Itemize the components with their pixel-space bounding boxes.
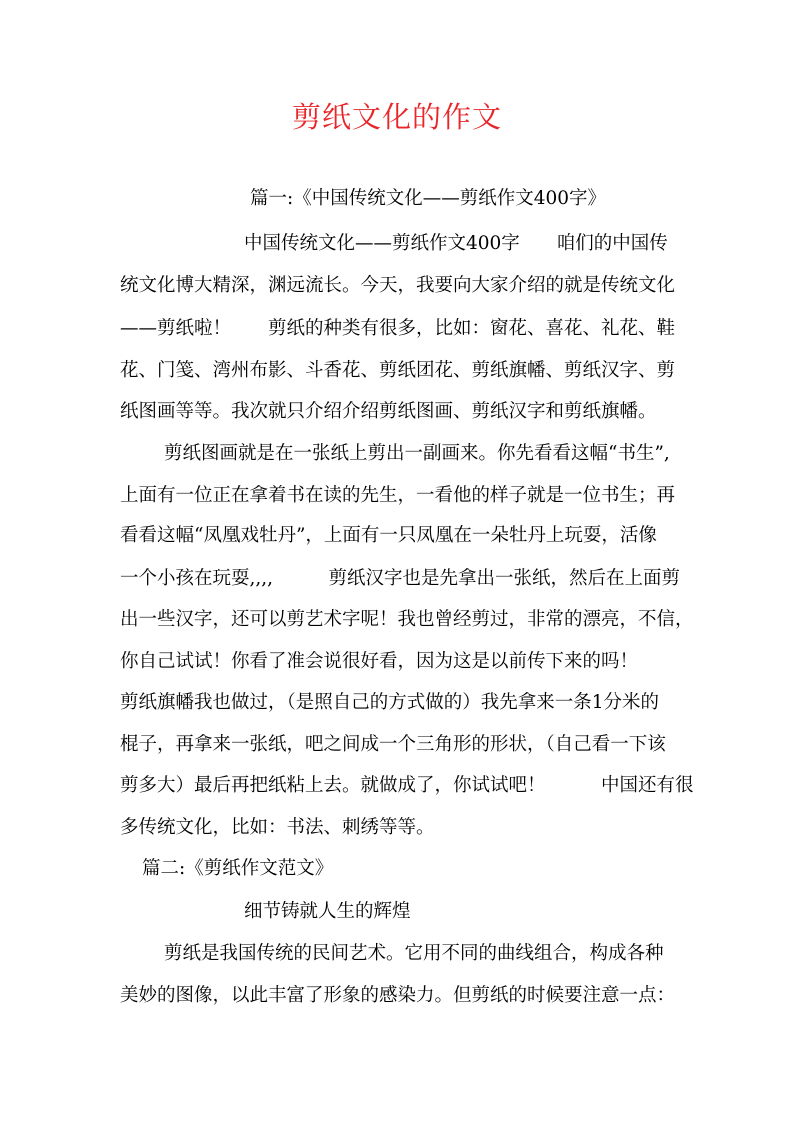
section2-subtitle: 细节铸就人生的辉煌 [244, 901, 411, 922]
paragraph-line: 多传统文化，比如：书法、刺绣等等。 [120, 817, 435, 838]
paragraph-line: 上面有一位正在拿着书在读的先生，一看他的样子就是一位书生；再 [120, 485, 676, 506]
paragraph-line: 剪纸是我国传统的民间艺术。它用不同的曲线组合，构成各种 [164, 943, 664, 964]
paragraph-line: 剪多大）最后再把纸粘上去。就做成了，你试试吧！ 中国还有很 [120, 775, 694, 796]
paragraph-line: 看看这幅“凤凰戏牡丹”，上面有一只凤凰在一朵牡丹上玩耍，活像 [120, 525, 657, 546]
section1-heading: 篇一:《中国传统文化——剪纸作文400字》 [250, 188, 607, 209]
paragraph-line: 统文化博大精深，渊远流长。今天，我要向大家介绍的就是传统文化 [120, 275, 676, 296]
paragraph-line: 一个小孩在玩耍,,,, 剪纸汉字也是先拿出一张纸，然后在上面剪 [120, 568, 681, 589]
paragraph-line: ——剪纸啦！ 剪纸的种类有很多，比如：窗花、喜花、礼花、鞋 [120, 318, 676, 339]
paragraph-line: 剪纸旗幡我也做过，（是照自己的方式做的）我先拿来一条1分米的 [120, 692, 660, 713]
paragraph-line: 美妙的图像，以此丰富了形象的感染力。但剪纸的时候要注意一点： [120, 985, 676, 1006]
paragraph-line: 花、门笺、湾州布影、斗香花、剪纸团花、剪纸旗幡、剪纸汉字、剪 [120, 360, 676, 381]
paragraph-line: 出一些汉字，还可以剪艺术字呢！我也曾经剪过，非常的漂亮，不信， [120, 609, 694, 630]
paragraph-line: 纸图画等等。我次就只介绍介绍剪纸图画、剪纸汉字和剪纸旗幡。 [120, 401, 657, 422]
paragraph-line: 棍子，再拿来一张纸，吧之间成一个三角形的形状，（自己看一下该 [120, 734, 666, 755]
paragraph-line: 你自己试试！你看了准会说很好看，因为这是以前传下来的吗！ [120, 651, 639, 672]
section2-heading: 篇二:《剪纸作文范文》 [142, 858, 334, 879]
document-title: 剪纸文化的作文 [291, 100, 502, 134]
paragraph-line: 剪纸图画就是在一张纸上剪出一副画来。你先看看这幅“书生”, [164, 443, 670, 464]
paragraph-line: 中国传统文化——剪纸作文400字 咱们的中国传 [244, 233, 668, 254]
